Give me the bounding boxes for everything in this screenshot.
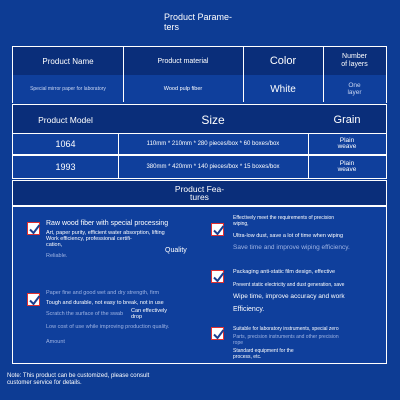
features-header — [12, 180, 387, 206]
feature-extra: Can effectively drop — [131, 308, 167, 320]
feature-title: Suitable for laboratory instruments, special zero — [233, 326, 339, 332]
feature-line: Low cost of use while improving production quality. — [46, 324, 170, 330]
feature-title: Effectively meet the requirements of precision wiping, — [233, 215, 335, 227]
header-size: Size — [201, 113, 225, 127]
feature-line: Parts, precision instruments and other precision rope — [233, 334, 339, 346]
value-number-of-layers: One layer — [347, 82, 362, 96]
features-heading: Product Fea- tures — [174, 184, 225, 202]
feature-line: Save time and improve wiping efficiency. — [233, 244, 350, 251]
feature-line: Wipe time, improve accuracy and work — [233, 293, 345, 300]
feature-title: Packaging anti-static film design, effective — [233, 269, 336, 275]
feature-line: Art, paper purity, efficient water absorption, lifting — [46, 230, 165, 236]
checkbox-checked-icon — [211, 223, 224, 236]
divider — [308, 156, 309, 178]
size-cell: 110mm * 210mm * 280 pieces/box * 60 boxes/box — [146, 141, 280, 147]
product-model-table — [12, 104, 387, 180]
divider — [123, 47, 124, 102]
model-cell: 1064 — [55, 139, 76, 149]
feature-line: Standard equipment for the — [233, 348, 294, 354]
feature-line: process, etc. — [233, 354, 262, 360]
feature-line: Work efficiency, professional certifi- — [46, 236, 132, 242]
header-number-of-layers: Number of layers — [341, 53, 368, 68]
model-cell: 1993 — [55, 162, 76, 172]
page-title: Product Parame- ters — [164, 12, 233, 32]
value-product-material: Wood pulp fiber — [163, 86, 203, 92]
divider — [118, 134, 119, 154]
divider — [118, 156, 119, 178]
feature-line: Ultra-low dust, save a lot of time when wiping — [233, 233, 344, 239]
grain-cell: Plain weave — [337, 159, 357, 173]
feature-line: Prevent static electricity and dust generation, save — [233, 282, 345, 288]
table-row — [12, 133, 387, 155]
value-color: White — [270, 83, 296, 95]
feature-extra: Quality — [165, 247, 187, 254]
header-product-name: Product Name — [42, 56, 94, 66]
table-row — [12, 155, 387, 179]
table-header-row — [12, 104, 387, 134]
checkbox-checked-icon — [211, 270, 224, 283]
header-grain: Grain — [333, 114, 361, 126]
checkbox-checked-icon — [211, 327, 224, 340]
feature-title: Paper fine and good wet and dry strength, firm — [46, 290, 160, 296]
value-product-name: Special mirror paper for laboratory — [30, 86, 106, 92]
checkbox-checked-icon — [27, 222, 40, 235]
feature-title: Raw wood fiber with special processing — [46, 220, 169, 227]
divider — [308, 134, 309, 154]
feature-line: Reliable. — [46, 253, 68, 259]
checkbox-checked-icon — [27, 293, 40, 306]
feature-line: Amount — [46, 339, 65, 345]
footnote: Note: This product can be customized, please consult customer service for details. — [7, 373, 150, 386]
header-product-model: Product Model — [38, 115, 93, 125]
features-panel — [12, 206, 387, 364]
product-info-table — [12, 46, 387, 103]
feature-line: Efficiency. — [233, 306, 265, 313]
feature-line: Tough and durable, not easy to break, not in use — [46, 300, 164, 306]
divider — [243, 47, 244, 102]
table-row — [13, 75, 386, 103]
feature-line: Scratch the surface of the swab — [46, 311, 124, 317]
size-cell: 380mm * 420mm * 140 pieces/box * 15 boxes/box — [146, 164, 280, 170]
header-product-material: Product material — [157, 57, 209, 65]
divider — [323, 47, 324, 102]
header-color: Color — [269, 55, 297, 67]
table-header-row — [13, 47, 386, 76]
grain-cell: Plain weave — [337, 136, 357, 150]
feature-line: cation, — [46, 242, 63, 248]
